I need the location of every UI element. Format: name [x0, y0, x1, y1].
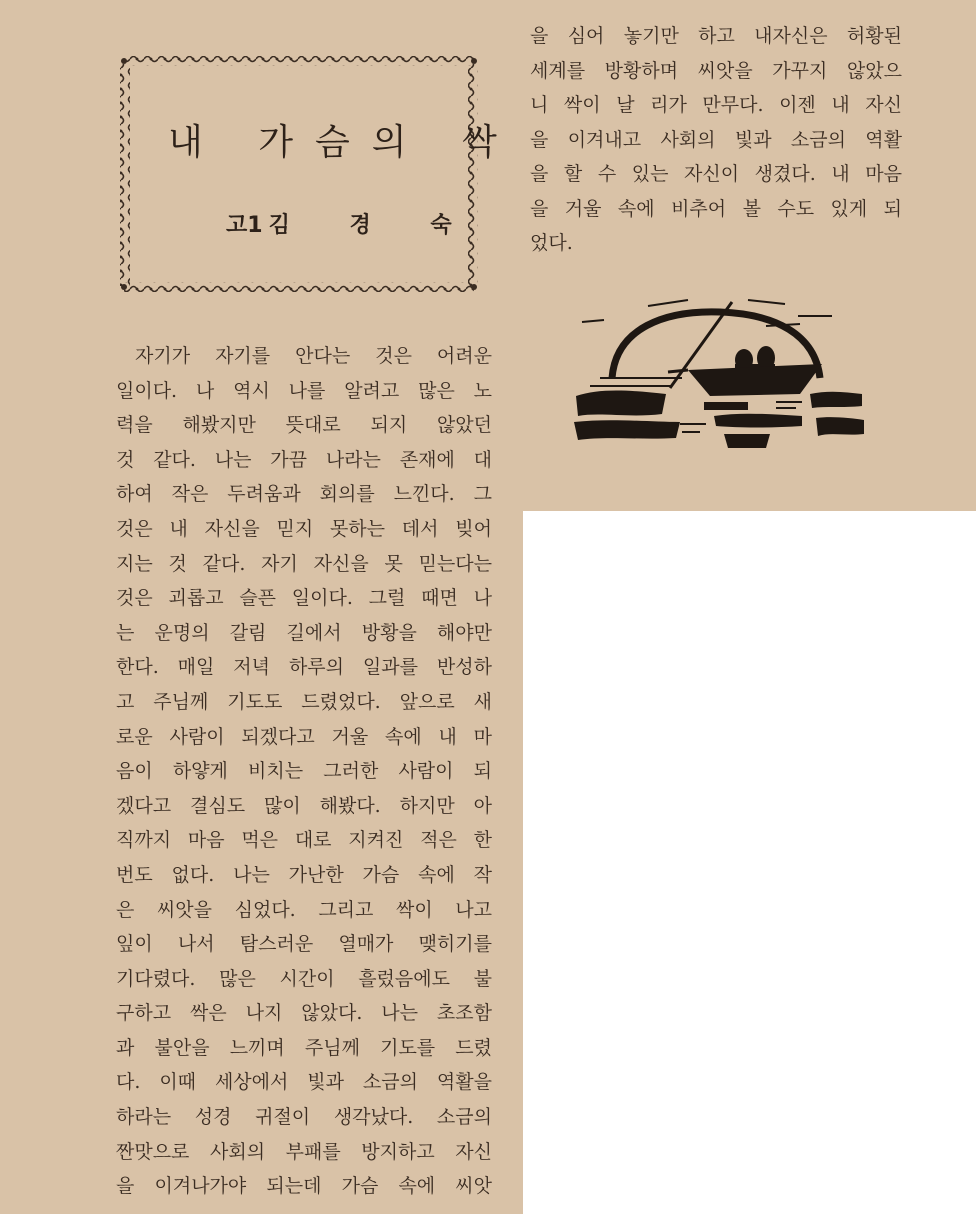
article-title: 내 가슴의 싹 — [168, 122, 519, 163]
text-line: 과 불안을 느끼며 주님께 기도를 드렸 — [116, 1036, 492, 1059]
boat-sunset-illustration — [570, 298, 870, 460]
text-line: 음이 하얗게 비치는 그러한 사람이 되 — [116, 760, 492, 783]
ornamental-border-icon — [116, 54, 482, 296]
text-line: 고 주님께 기도도 드렸었다. 앞으로 새 — [116, 690, 492, 713]
text-line: 는 운명의 갈림 길에서 방황을 해야만 — [116, 621, 492, 644]
text-line: 은 씨앗을 심었다. 그리고 싹이 나고 — [116, 898, 492, 921]
text-line: 것은 괴롭고 슬픈 일이다. 그럴 때면 나 — [116, 587, 492, 610]
text-line: 번도 없다. 나는 가난한 가슴 속에 작 — [116, 863, 492, 886]
body-text-right — [530, 19, 902, 261]
text-line: 하라는 성경 귀절이 생각났다. 소금의 — [116, 1106, 492, 1129]
text-line: 다. 이때 세상에서 빛과 소금의 역활을 — [116, 1071, 492, 1094]
text-line: 지는 것 같다. 자기 자신을 못 믿는다는 — [116, 552, 492, 575]
text-line: 자기가 자기를 안다는 것은 어려운 — [135, 345, 492, 367]
text-line: 니 싹이 날 리가 만무다. 이젠 내 자신 — [530, 94, 902, 116]
text-line: 을 할 수 있는 자신이 생겼다. 내 마음 — [530, 163, 902, 185]
text-line: 었다. — [530, 232, 573, 254]
author-name: 김 경 숙 — [268, 213, 478, 238]
body-text-left — [116, 339, 492, 1204]
text-line: 것 같다. 나는 가끔 나라는 존재에 대 — [116, 448, 492, 471]
author-grade: 고1 — [226, 213, 263, 238]
text-line: 짠맛으로 사회의 부패를 방지하고 자신 — [116, 1140, 492, 1163]
text-line: 로운 사람이 되겠다고 거울 속에 내 마 — [116, 725, 492, 748]
title-frame — [116, 54, 519, 296]
text-line: 겠다고 결심도 많이 해봤다. 하지만 아 — [116, 794, 492, 817]
author-line — [226, 208, 478, 239]
text-line: 을 이겨내고 사회의 빛과 소금의 역활 — [530, 128, 902, 151]
text-line: 을 거울 속에 비추어 볼 수도 있게 되 — [530, 197, 902, 220]
text-line: 일이다. 나 역시 나를 알려고 많은 노 — [116, 379, 492, 402]
text-line: 기다렸다. 많은 시간이 흘렀음에도 불 — [116, 967, 492, 990]
text-line: 것은 내 자신을 믿지 못하는 데서 빚어 — [116, 517, 492, 540]
text-line: 잎이 나서 탐스러운 열매가 맺히기를 — [116, 933, 492, 956]
text-line: 을 이겨나가야 되는데 가슴 속에 씨앗 — [116, 1175, 492, 1198]
text-line: 구하고 싹은 나지 않았다. 나는 초조함 — [116, 1002, 492, 1025]
text-line: 세계를 방황하며 씨앗을 가꾸지 않았으 — [530, 59, 902, 82]
text-line: 을 심어 놓기만 하고 내자신은 허황된 — [530, 25, 902, 47]
text-line: 한다. 매일 저녁 하루의 일과를 반성하 — [116, 656, 492, 679]
text-line: 력을 해봤지만 뜻대로 되지 않았던 — [116, 414, 492, 437]
text-line: 하여 작은 두려움과 회의를 느낀다. 그 — [116, 483, 492, 506]
text-line: 직까지 마음 먹은 대로 지켜진 적은 한 — [116, 829, 492, 852]
